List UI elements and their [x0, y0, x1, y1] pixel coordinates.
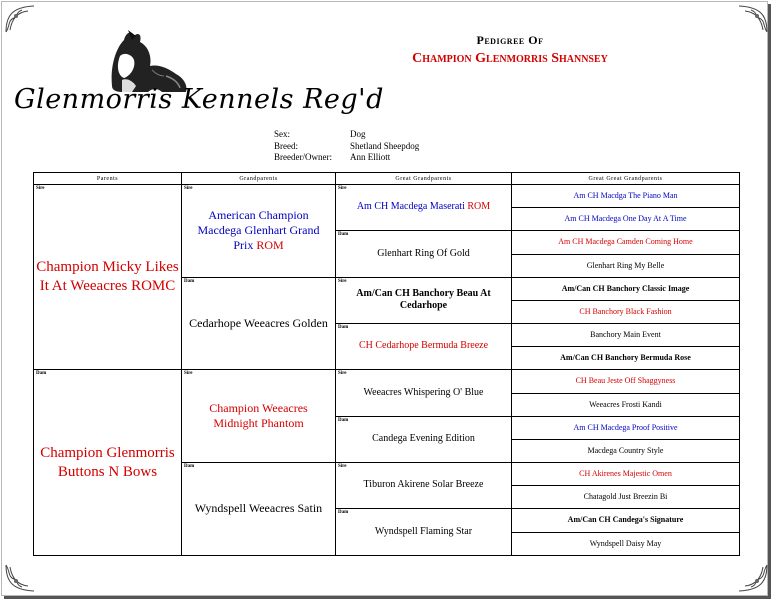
dog-name: Am CH Macdega Maserati [356, 201, 465, 213]
title-suffix: ROM [467, 201, 491, 213]
great-great-grandparent-cell [512, 254, 740, 277]
header-great-grandparents: Great Grandparents [336, 173, 512, 185]
great-great-grandparent-name [512, 446, 739, 456]
parent-cell [34, 370, 182, 555]
great-great-grandparent-name [512, 423, 739, 433]
info-label: Breeder/Owner: [274, 152, 332, 162]
info-row-breed [274, 141, 419, 153]
grandparent-cell [182, 277, 336, 370]
dog-name: Glenhart Ring Of Gold [377, 247, 470, 259]
great-great-grandparent-name [512, 307, 739, 317]
great-great-grandparent-cell [512, 208, 740, 231]
great-great-grandparent-name [512, 284, 739, 294]
dog-name: CH Beau Jeste Off Shaggyness [575, 376, 676, 386]
great-great-grandparent-cell [512, 463, 740, 486]
dog-name: Champion Weeacres Midnight Phantom [209, 401, 308, 431]
great-grandparent-cell [336, 463, 512, 509]
dog-name: Am/Can CH Banchory Bermuda Rose [560, 353, 691, 363]
title-suffix: ROM [256, 238, 284, 253]
dog-name: CH Banchory Black Fashion [579, 306, 672, 316]
grandparent-name [182, 501, 335, 516]
great-great-grandparent-cell [512, 185, 740, 208]
great-grandparent-name [336, 433, 511, 446]
dam-tag: Dam [338, 417, 349, 423]
dog-name: Tiburon Akirene Solar Breeze [363, 479, 484, 491]
great-great-grandparent-name [512, 515, 739, 525]
great-great-grandparent-name [512, 237, 739, 247]
dog-name: Glenhart Ring My Belle [586, 260, 665, 270]
great-grandparent-cell [336, 416, 512, 462]
header-parents: Parents [34, 173, 182, 185]
dog-name: Am CH Macdega One Day At A Time [564, 214, 687, 224]
corner-ornament-bottom-left [4, 563, 42, 593]
great-great-grandparent-name [512, 261, 739, 271]
dog-name: Champion Glenmorris Buttons N Bows [40, 444, 175, 480]
great-grandparent-cell [336, 324, 512, 370]
great-great-grandparent-cell [512, 231, 740, 254]
grandparent-cell [182, 463, 336, 556]
corner-ornament-top-right [731, 4, 769, 34]
great-great-grandparent-cell [512, 300, 740, 323]
header-row [34, 173, 740, 185]
kennel-name: Glenmorris Kennels Reg'd [14, 84, 384, 115]
dog-name: Wyndspell Daisy May [589, 538, 662, 548]
sire-tag: Sire [184, 371, 193, 377]
great-grandparent-cell [336, 277, 512, 323]
great-great-grandparent-cell [512, 486, 740, 509]
great-great-grandparent-name [512, 469, 739, 479]
header-great-great-grandparents: Great Great Grandparents [512, 173, 740, 185]
parent-cell [34, 185, 182, 370]
dog-name: Macdega Country Style [587, 445, 664, 455]
great-grandparent-cell [336, 231, 512, 277]
great-great-grandparent-cell [512, 277, 740, 300]
parent-name [34, 258, 181, 296]
great-great-grandparent-cell [512, 439, 740, 462]
dog-name: Weeacres Frosti Kandi [589, 399, 662, 409]
dog-name-heading: Champion Glenmorris Shannsey [412, 51, 608, 66]
sire-tag: Sire [338, 278, 347, 284]
great-grandparent-name [336, 387, 511, 400]
pedigree-row [34, 185, 740, 208]
dog-name: Wyndspell Weeacres Satin [194, 501, 323, 516]
dog-name: Am/Can CH Candega's Signature [567, 515, 684, 525]
dam-tag: Dam [184, 278, 195, 284]
great-great-grandparent-name [512, 376, 739, 386]
great-great-grandparent-cell [512, 324, 740, 347]
dog-name: Am CH Macdega Camden Coming Home [558, 237, 693, 247]
sire-tag: Sire [36, 186, 45, 191]
dog-name: Banchory Main Event [590, 330, 661, 340]
dog-name: CH Cedarhope Bermuda Breeze [358, 340, 489, 352]
dog-name: Wyndspell Flaming Star [374, 525, 473, 537]
great-great-grandparent-name [512, 492, 739, 502]
great-grandparent-cell [336, 185, 512, 231]
title-block [380, 33, 640, 67]
sire-tag: Sire [338, 464, 347, 470]
dog-info [274, 129, 419, 164]
parent-name [34, 444, 181, 482]
great-grandparent-name [336, 479, 511, 492]
dog-name: American Champion Macdega Glenhart Grand Prix [197, 208, 320, 253]
dog-name: Am CH Macdga The Piano Man [573, 191, 678, 201]
great-great-grandparent-cell [512, 532, 740, 555]
great-grandparent-cell [336, 370, 512, 416]
great-great-grandparent-name [512, 539, 739, 549]
great-great-grandparent-name [512, 214, 739, 224]
sire-tag: Sire [338, 186, 347, 191]
dog-name: Chatagold Just Breezin Bi [583, 492, 668, 502]
great-great-grandparent-cell [512, 509, 740, 532]
dog-name: Weeacres Whispering O' Blue [363, 386, 484, 398]
grandparent-name [182, 401, 335, 431]
great-great-grandparent-cell [512, 347, 740, 370]
header-grandparents: Grandparents [182, 173, 336, 185]
corner-ornament-bottom-right [731, 563, 769, 593]
dog-name: Am/Can CH Banchory Classic Image [561, 283, 690, 293]
great-great-grandparent-name [512, 191, 739, 201]
info-row-breeder [274, 152, 419, 164]
grandparent-name [182, 208, 335, 253]
dog-name: Am/Can CH Banchory Beau At Cedarhope [356, 287, 491, 312]
great-grandparent-name [336, 288, 511, 313]
great-grandparent-name [336, 248, 511, 261]
info-value: Shetland Sheepdog [350, 140, 420, 151]
sire-tag: Sire [184, 186, 193, 191]
dog-name: Champion Micky Likes It At Weeacres ROMC [36, 259, 179, 295]
great-grandparent-cell [336, 509, 512, 555]
dog-name: Candega Evening Edition [372, 433, 475, 445]
great-grandparent-name [336, 201, 511, 214]
dam-tag: Dam [184, 464, 195, 470]
great-great-grandparent-cell [512, 370, 740, 393]
great-grandparent-name [336, 526, 511, 539]
info-label: Sex: [274, 129, 291, 139]
great-great-grandparent-cell [512, 416, 740, 439]
pedigree-of-heading: Pedigree Of [476, 33, 544, 47]
grandparent-cell [182, 185, 336, 278]
great-great-grandparent-name [512, 353, 739, 363]
great-great-grandparent-name [512, 400, 739, 410]
info-label: Breed: [274, 140, 298, 151]
dam-tag: Dam [338, 510, 349, 516]
grandparent-name [182, 316, 335, 331]
info-value: Dog [350, 129, 366, 139]
dam-tag: Dam [338, 232, 349, 238]
dam-tag: Dam [36, 371, 47, 377]
pedigree-row [34, 370, 740, 393]
great-great-grandparent-name [512, 330, 739, 340]
grandparent-cell [182, 370, 336, 463]
sire-tag: Sire [338, 371, 347, 377]
dam-tag: Dam [338, 325, 349, 331]
great-grandparent-name [336, 340, 511, 353]
dog-name: CH Akirenes Majestic Omen [579, 469, 672, 479]
pedigree-table [33, 172, 740, 556]
info-value: Ann Elliott [350, 152, 391, 162]
dog-name: Cedarhope Weeacres Golden [189, 316, 328, 331]
info-row-sex [274, 129, 419, 141]
dog-name: Am CH Macdega Proof Positive [573, 422, 678, 432]
great-great-grandparent-cell [512, 393, 740, 416]
